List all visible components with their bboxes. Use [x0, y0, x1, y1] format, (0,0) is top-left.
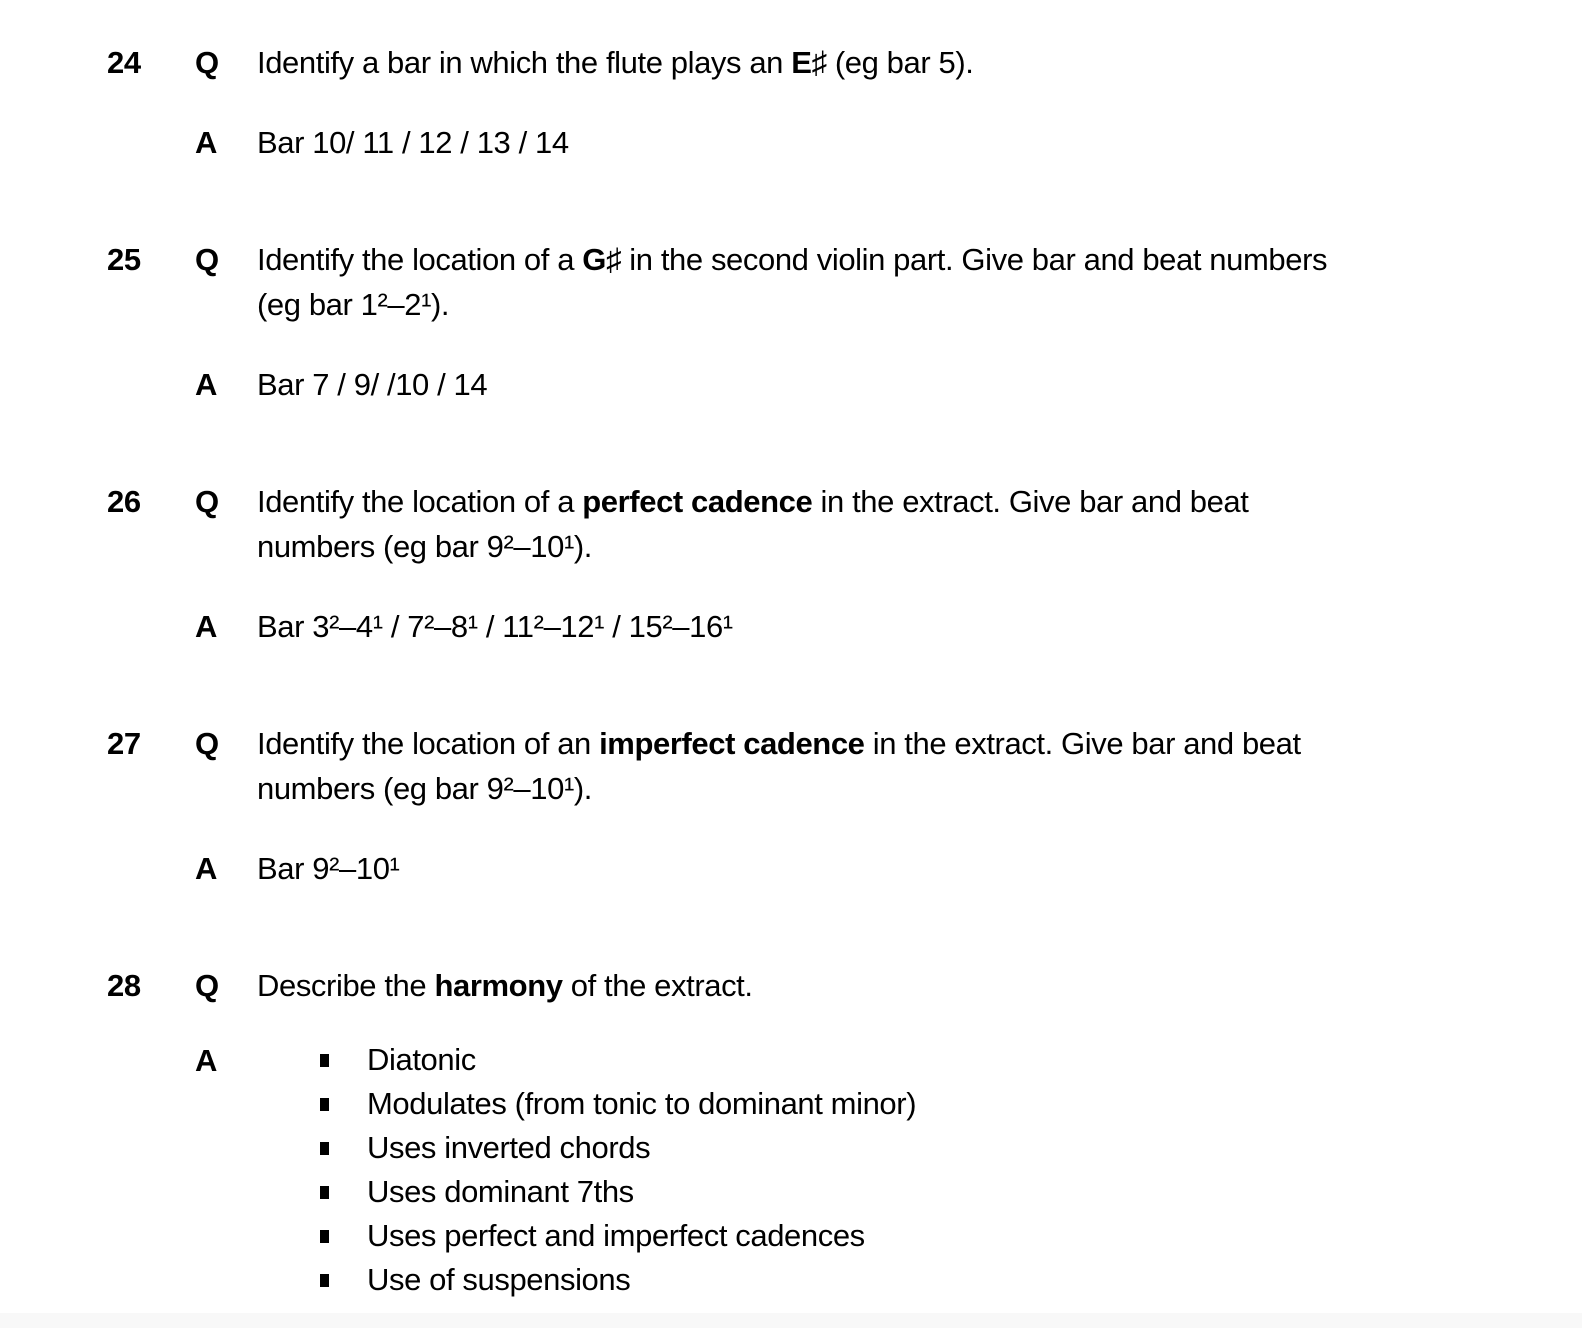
question-number: 28: [107, 968, 141, 1003]
question-number: 25: [107, 242, 141, 277]
question-text: [257, 40, 1552, 85]
answer-row: [107, 846, 1552, 891]
page-edge-shade: [0, 1313, 1582, 1328]
answer-text: [257, 604, 1552, 649]
text-segment: in the extract. Give bar and beat: [864, 726, 1301, 761]
question-row: [107, 40, 1552, 85]
text-segment: Identify the location of a: [257, 484, 583, 519]
answer-text: [257, 362, 1552, 407]
bullet-item: [257, 1126, 1552, 1170]
square-bullet-icon: [320, 1142, 329, 1155]
question-text: [257, 237, 1552, 327]
a-label: A: [195, 125, 217, 160]
text-line: [257, 604, 1552, 649]
text-segment: Identify a bar in which the flute plays an: [257, 45, 792, 80]
text-segment: Bar 10/ 11 / 12 / 13 / 14: [257, 125, 569, 160]
bold-text-segment: G: [582, 242, 606, 277]
a-label: A: [195, 609, 217, 644]
a-label: A: [195, 851, 217, 886]
bullet-text: Use of suspensions: [367, 1262, 631, 1297]
text-segment: (eg bar 5).: [826, 45, 974, 80]
text-segment: Bar 3²–4¹ / 7²–8¹ / 11²–12¹ / 15²–16¹: [257, 609, 733, 644]
question-text: [257, 479, 1552, 569]
text-line: [257, 721, 1552, 766]
text-segment: (eg bar 1²–2¹).: [257, 287, 450, 322]
bold-text-segment: perfect cadence: [582, 484, 813, 519]
answer-row: [107, 604, 1552, 649]
q-label: Q: [195, 45, 219, 80]
answer-text: [257, 1038, 1552, 1302]
q-label: Q: [195, 726, 219, 761]
bullet-text: Uses perfect and imperfect cadences: [367, 1218, 865, 1253]
text-line: [257, 362, 1552, 407]
q-label: Q: [195, 484, 219, 519]
text-segment: Identify the location of a: [257, 242, 583, 277]
question-row: [107, 721, 1552, 811]
text-segment: numbers (eg bar 9²–10¹).: [257, 771, 593, 806]
bullet-item: [257, 1214, 1552, 1258]
a-label: A: [195, 1043, 217, 1078]
bold-text-segment: E: [791, 45, 812, 80]
bold-text-segment: harmony: [434, 968, 563, 1003]
square-bullet-icon: [320, 1230, 329, 1243]
qa-block: [107, 40, 1552, 165]
answer-row: [107, 362, 1552, 407]
text-segment: Identify the location of an: [257, 726, 600, 761]
bullet-text: Uses dominant 7ths: [367, 1174, 634, 1209]
text-segment: Bar 9²–10¹: [257, 851, 400, 886]
square-bullet-icon: [320, 1274, 329, 1287]
answer-text: [257, 120, 1552, 165]
question-number: 24: [107, 45, 141, 80]
qa-block: [107, 479, 1552, 649]
bullet-item: [257, 1038, 1552, 1082]
a-label: A: [195, 367, 217, 402]
text-segment: of the extract.: [562, 968, 753, 1003]
bullet-text: Modulates (from tonic to dominant minor): [367, 1086, 917, 1121]
bullet-text: Diatonic: [367, 1042, 476, 1077]
text-segment: ♯: [605, 242, 622, 277]
qa-block: [107, 237, 1552, 407]
square-bullet-icon: [320, 1186, 329, 1199]
square-bullet-icon: [320, 1098, 329, 1111]
qa-block: [107, 721, 1552, 891]
bullet-item: [257, 1258, 1552, 1302]
text-line: [257, 524, 1552, 569]
question-row: [107, 237, 1552, 327]
text-line: [257, 237, 1552, 282]
text-line: [257, 282, 1552, 327]
answer-text: [257, 846, 1552, 891]
answer-row: [107, 120, 1552, 165]
text-segment: Bar 7 / 9/ /10 / 14: [257, 367, 488, 402]
question-text: [257, 721, 1552, 811]
text-line: [257, 40, 1552, 85]
bullet-text: Uses inverted chords: [367, 1130, 651, 1165]
q-label: Q: [195, 968, 219, 1003]
text-segment: ♯: [811, 45, 827, 80]
bold-text-segment: imperfect cadence: [599, 726, 865, 761]
text-line: [257, 963, 1552, 1008]
text-line: [257, 766, 1552, 811]
text-line: [257, 846, 1552, 891]
text-segment: in the extract. Give bar and beat: [812, 484, 1249, 519]
question-text: [257, 963, 1552, 1008]
qa-block: [107, 963, 1552, 1302]
question-number: 26: [107, 484, 141, 519]
question-row: [107, 479, 1552, 569]
square-bullet-icon: [320, 1054, 329, 1067]
question-row: [107, 963, 1552, 1008]
qa-answer-sheet: [107, 0, 1552, 1302]
text-line: [257, 120, 1552, 165]
answer-row: [107, 1038, 1552, 1302]
text-line: [257, 479, 1552, 524]
text-segment: in the second violin part. Give bar and beat numbers: [621, 242, 1328, 277]
bullet-item: [257, 1170, 1552, 1214]
text-segment: Describe the: [257, 968, 435, 1003]
q-label: Q: [195, 242, 219, 277]
bullet-item: [257, 1082, 1552, 1126]
question-number: 27: [107, 726, 141, 761]
text-segment: numbers (eg bar 9²–10¹).: [257, 529, 593, 564]
